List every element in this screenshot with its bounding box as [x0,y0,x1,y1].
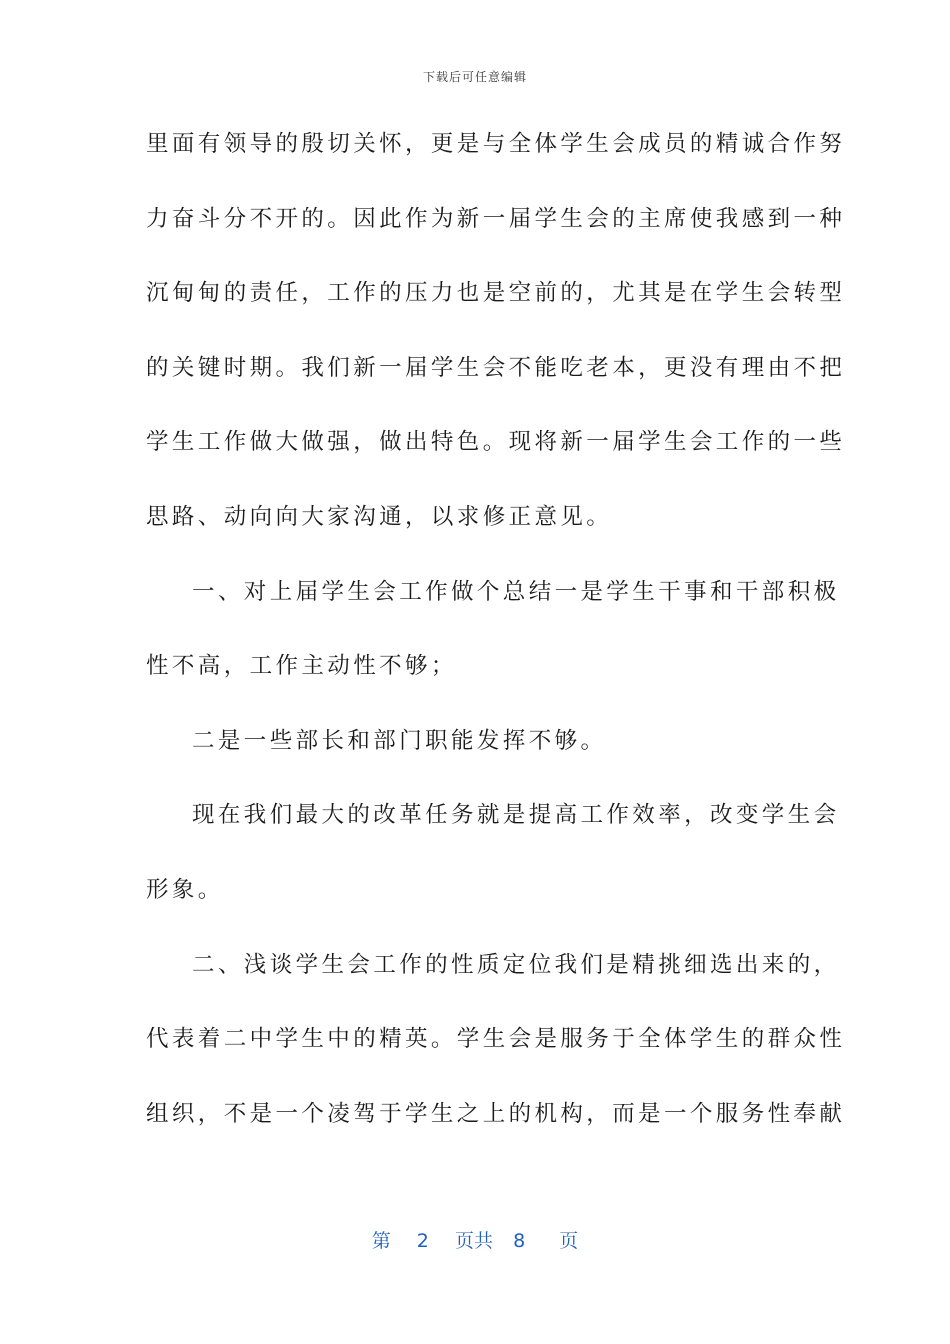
paragraph-start-line: 一、对上届学生会工作做个总结一是学生干事和干部积极 [192,578,840,605]
paragraph-start-line: 二、浅谈学生会工作的性质定位我们是精挑细选出来的， [192,951,840,978]
text-line: 的关键时期。我们新一届学生会不能吃老本，更没有理由不把 [146,354,846,381]
header-note: 下载后可任意编辑 [422,70,527,84]
current-page-number: 2 [416,1230,429,1252]
footer-middle: 页共 [454,1230,493,1252]
text-line: 形象。 [146,876,224,903]
text-line: 组织，不是一个凌驾于学生之上的机构，而是一个服务性奉献 [146,1100,846,1127]
text-line: 学生工作做大做强，做出特色。现将新一届学生会工作的一些 [146,429,846,456]
page-footer [0,1226,950,1253]
text-line: 代表着二中学生中的精英。学生会是服务于全体学生的群众性 [146,1026,846,1053]
text-line: 力奋斗分不开的。因此作为新一届学生会的主席使我感到一种 [146,205,846,232]
text-line: 里面有领导的殷切关怀，更是与全体学生会成员的精诚合作努 [146,131,846,157]
paragraph-start-line: 现在我们最大的改革任务就是提高工作效率，改变学生会 [192,802,840,829]
text-line: 性不高，工作主动性不够； [146,653,457,680]
paragraph-start-line: 二是一些部长和部门职能发挥不够。 [192,727,607,754]
total-pages: 8 [513,1230,526,1252]
footer-prefix: 第 [371,1230,391,1252]
document-body [146,122,846,1166]
text-line: 思路、动向向大家沟通，以求修正意见。 [146,503,613,530]
text-line: 沉甸甸的责任，工作的压力也是空前的，尤其是在学生会转型 [146,280,846,307]
footer-suffix: 页 [559,1230,579,1252]
